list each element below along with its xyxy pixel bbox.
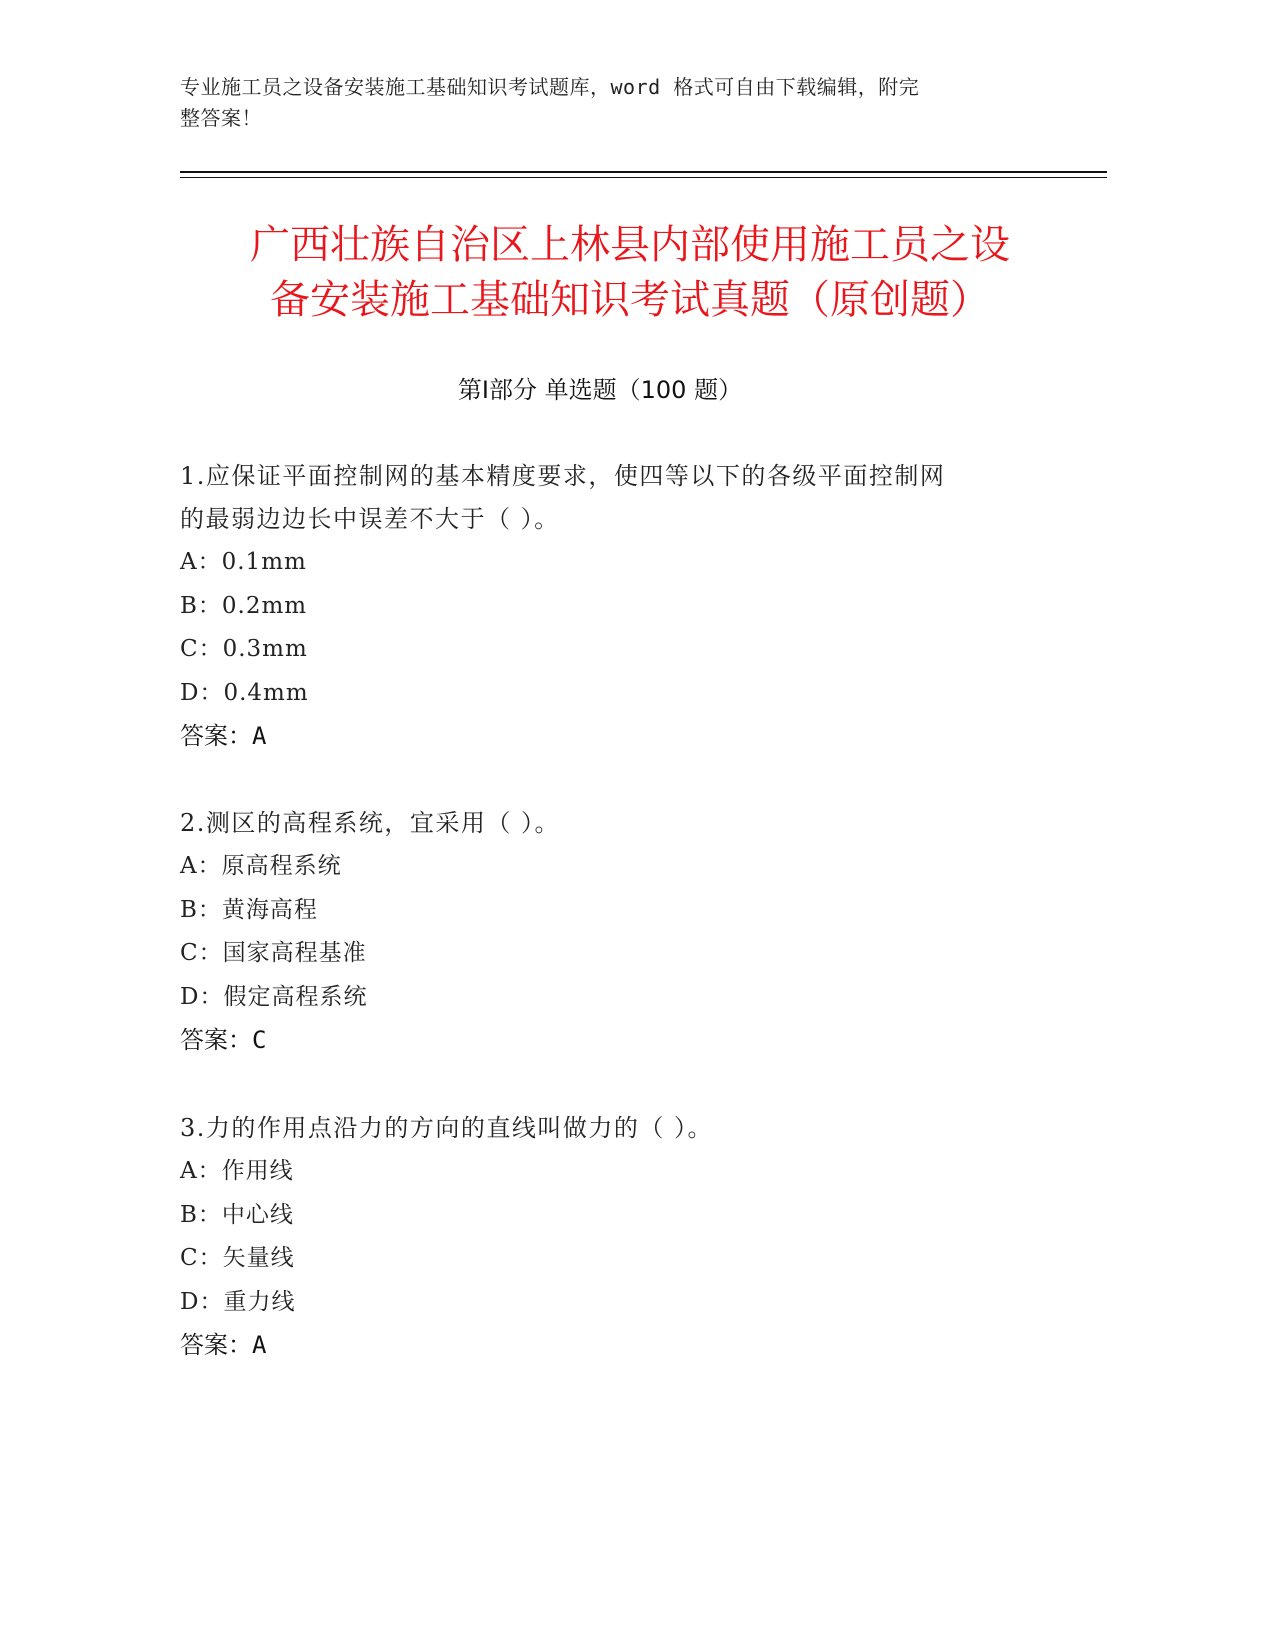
- question-item: [180, 1107, 1040, 1367]
- answer-label: 答案：: [180, 722, 252, 750]
- header-divider-thick: [180, 171, 1107, 173]
- answer-value: C: [252, 1026, 267, 1054]
- question-item: [180, 455, 1040, 758]
- option-a: A：0.1mm: [180, 549, 307, 575]
- answer-value: A: [252, 722, 267, 750]
- option-a: A：原高程系统: [180, 853, 342, 879]
- answer: [180, 1019, 1040, 1062]
- question-text: 的最弱边边长中误差不大于（ ）。: [180, 505, 560, 533]
- option-d: D：重力线: [180, 1288, 296, 1315]
- option-d: D：0.4mm: [180, 679, 309, 706]
- title-line: 备安装施工基础知识考试真题（原创题）: [270, 277, 990, 323]
- section-heading: 第Ⅰ部分 单选题（100 题）: [457, 376, 743, 404]
- answer-label: 答案：: [180, 1026, 252, 1054]
- answer: [180, 1324, 1040, 1367]
- header-note-line: 整答案！: [180, 106, 262, 130]
- question-item: [180, 802, 1040, 1062]
- option-b: B：0.2mm: [180, 592, 308, 619]
- question-text: 3.力的作用点沿力的方向的直线叫做力的（ ）。: [180, 1114, 714, 1142]
- option-b: B：中心线: [180, 1201, 294, 1228]
- answer-value: A: [252, 1331, 267, 1359]
- option-d: D：假定高程系统: [180, 983, 368, 1010]
- document-title: [160, 218, 1100, 328]
- header-divider-thin: [180, 177, 1107, 178]
- answer-label: 答案：: [180, 1331, 252, 1359]
- option-c: C：国家高程基准: [180, 940, 367, 966]
- header-note: [180, 72, 1040, 134]
- option-c: C：0.3mm: [180, 636, 308, 662]
- option-a: A：作用线: [180, 1158, 294, 1184]
- header-note-line: 专业施工员之设备安装施工基础知识考试题库，word 格式可自由下载编辑，附完: [180, 75, 920, 99]
- option-c: C：矢量线: [180, 1245, 295, 1271]
- title-line: 广西壮族自治区上林县内部使用施工员之设: [250, 222, 1010, 268]
- question-text: 1.应保证平面控制网的基本精度要求，使四等以下的各级平面控制网: [180, 462, 946, 490]
- answer: [180, 715, 1040, 758]
- question-text: 2.测区的高程系统，宜采用（ ）。: [180, 809, 561, 837]
- option-b: B：黄海高程: [180, 896, 318, 923]
